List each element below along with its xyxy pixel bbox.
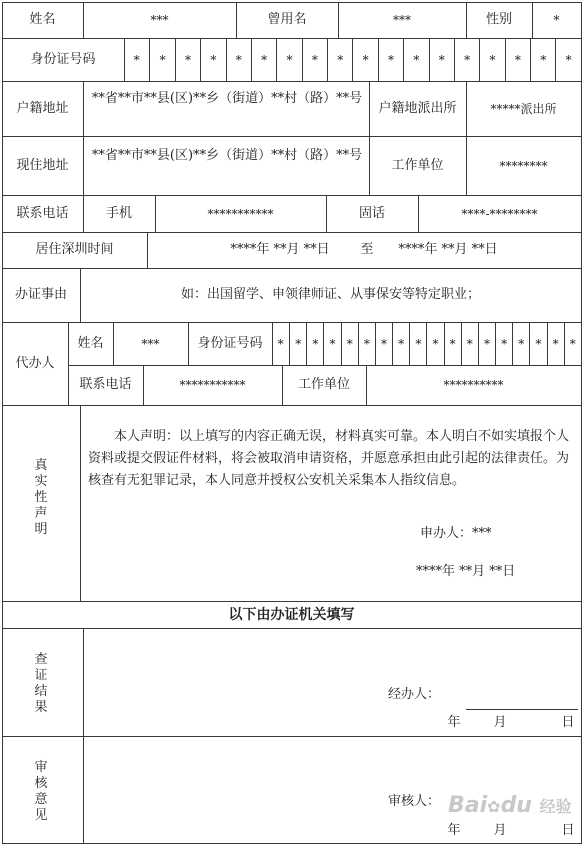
id-number-digit-box[interactable]: * [200,38,225,81]
agent-id-digit-box[interactable]: * [277,336,284,351]
office-section-header: 以下由办证机关填写 [228,607,355,623]
agent-id-digit-box[interactable]: * [341,322,358,365]
household-address-label: 户籍地址 [16,100,69,116]
agent-id-digit-box[interactable]: * [426,322,443,365]
agent-name-value[interactable]: *** [141,336,160,351]
id-number-digit-box[interactable]: * [429,38,454,81]
current-address-value[interactable]: **省**市**县(区)**乡（街道）**村（路）**号 [91,148,363,163]
residence-period-from[interactable]: ****年 **月 **日 [230,242,330,257]
residence-period-to[interactable]: ****年 **月 **日 [398,242,498,257]
household-station-label: 户籍地派出所 [378,100,457,116]
row-divider [2,405,582,406]
agent-id-label: 身份证号码 [197,335,263,351]
id-number-digit-box[interactable]: * [403,38,428,81]
agent-id-digit-box[interactable]: * [409,322,426,365]
baidu-watermark-logo [448,793,572,818]
id-number-digit-box[interactable]: * [530,38,555,81]
agent-employer-label: 工作单位 [297,377,350,392]
agent-label: 代办人 [15,355,55,371]
id-number-digit-box[interactable]: * [302,38,327,81]
table-border-right [581,2,582,844]
col-divider [83,81,84,196]
landline-value[interactable]: ****-******** [461,206,538,221]
declaration-text: 本人声明：以上填写的内容正确无误，材料真实可靠。本人明白不如实填报个人资料或提交假证件材料，将会被取消申请资格，并愿意承担由此引起的法律责任。为核查有无犯罪记录，本人同意并授权公安机关采集本人指纹信息。 [88,429,570,488]
watermark-logo-text: Bai [448,793,488,818]
row-divider [2,628,582,629]
col-divider [147,232,148,269]
check-result-label: 查证结果 [34,652,48,715]
agent-id-digit-box[interactable]: * [478,322,495,365]
id-number-digit-box[interactable]: * [133,52,140,67]
agent-id-digit-box[interactable]: * [392,322,409,365]
gender-value[interactable]: * [553,13,560,27]
id-number-digit-box[interactable]: * [175,38,200,81]
date-underline [466,709,578,710]
id-number-label: 身份证号码 [30,51,96,67]
reviewer-signature[interactable]: 审核人： [388,794,441,809]
agent-id-boxes[interactable] [272,322,581,365]
gender-label: 性别 [485,12,512,27]
declaration-label: 真实性声明 [34,458,48,537]
id-number-digit-box[interactable]: * [479,38,504,81]
declaration-date[interactable]: ****年 **月 **日 [416,564,516,579]
id-number-digit-box[interactable]: * [454,38,479,81]
residence-period-label: 居住深圳时间 [35,242,114,257]
applicant-signature[interactable]: 申办人：*** [420,526,492,541]
handler-signature[interactable]: 经办人： [388,687,441,702]
landline-label: 固话 [358,205,385,221]
agent-employer-value[interactable]: ********** [443,378,504,392]
agent-id-digit-box[interactable]: * [495,322,512,365]
agent-id-digit-box[interactable]: * [461,322,478,365]
former-name-value[interactable]: *** [393,13,411,27]
name-value[interactable]: *** [150,13,169,27]
id-number-digit-box[interactable]: * [226,38,251,81]
table-border-bottom [2,843,582,844]
mobile-value[interactable]: *********** [207,206,274,221]
agent-id-digit-box[interactable]: * [564,322,581,365]
review-day[interactable]: 日 [561,823,575,838]
id-number-digit-box[interactable]: * [327,38,352,81]
review-month[interactable]: 月 [493,823,507,838]
agent-phone-label: 联系电话 [79,377,132,392]
id-number-digit-box[interactable]: * [352,38,377,81]
check-year[interactable]: 年 [447,715,461,730]
agent-id-digit-box[interactable]: * [512,322,529,365]
col-divider [83,628,84,844]
col-divider [80,405,81,602]
agent-id-digit-box[interactable]: * [375,322,392,365]
agent-id-digit-box[interactable]: * [289,322,306,365]
agent-id-digit-box[interactable]: * [547,322,564,365]
purpose-label: 办证事由 [14,287,67,302]
check-month[interactable]: 月 [493,715,507,730]
id-number-digit-box[interactable]: * [276,38,301,81]
agent-id-digit-box[interactable]: * [306,322,323,365]
id-number-boxes[interactable] [124,38,581,81]
id-number-digit-box[interactable]: * [378,38,403,81]
purpose-value[interactable]: 如：出国留学、申领律师证、从事保安等特定职业； [180,287,480,302]
agent-id-digit-box[interactable]: * [529,322,546,365]
check-day[interactable]: 日 [561,715,575,730]
household-address-value[interactable]: **省**市**县(区)**乡（街道）**村（路）**号 [91,91,363,106]
watermark-cn: 经验 [539,797,572,816]
agent-id-digit-box[interactable]: * [323,322,340,365]
review-year[interactable]: 年 [447,823,461,838]
review-opinion-label: 审核意见 [34,760,48,823]
household-station-value[interactable]: *****派出所 [490,101,557,116]
id-number-digit-box[interactable]: * [505,38,530,81]
employer-label: 工作单位 [391,157,444,173]
agent-id-digit-box[interactable]: * [444,322,461,365]
mobile-label: 手机 [105,205,132,221]
id-number-digit-box[interactable]: * [149,38,174,81]
employer-value[interactable]: ******** [499,158,548,173]
agent-id-digit-box[interactable]: * [358,322,375,365]
name-label: 姓名 [29,12,56,27]
paw-icon: ✿ [487,797,501,816]
agent-name-label: 姓名 [77,335,104,351]
row-divider [2,736,582,737]
residence-period-to-label: 至 [360,242,374,257]
watermark-logo-text: du [500,793,532,818]
current-address-label: 现住地址 [16,157,69,173]
contact-phone-label: 联系电话 [16,205,69,221]
id-number-digit-box[interactable]: * [251,38,276,81]
id-number-digit-box[interactable]: * [555,38,580,81]
agent-phone-value[interactable]: *********** [179,378,246,392]
former-name-label: 曾用名 [267,12,307,27]
